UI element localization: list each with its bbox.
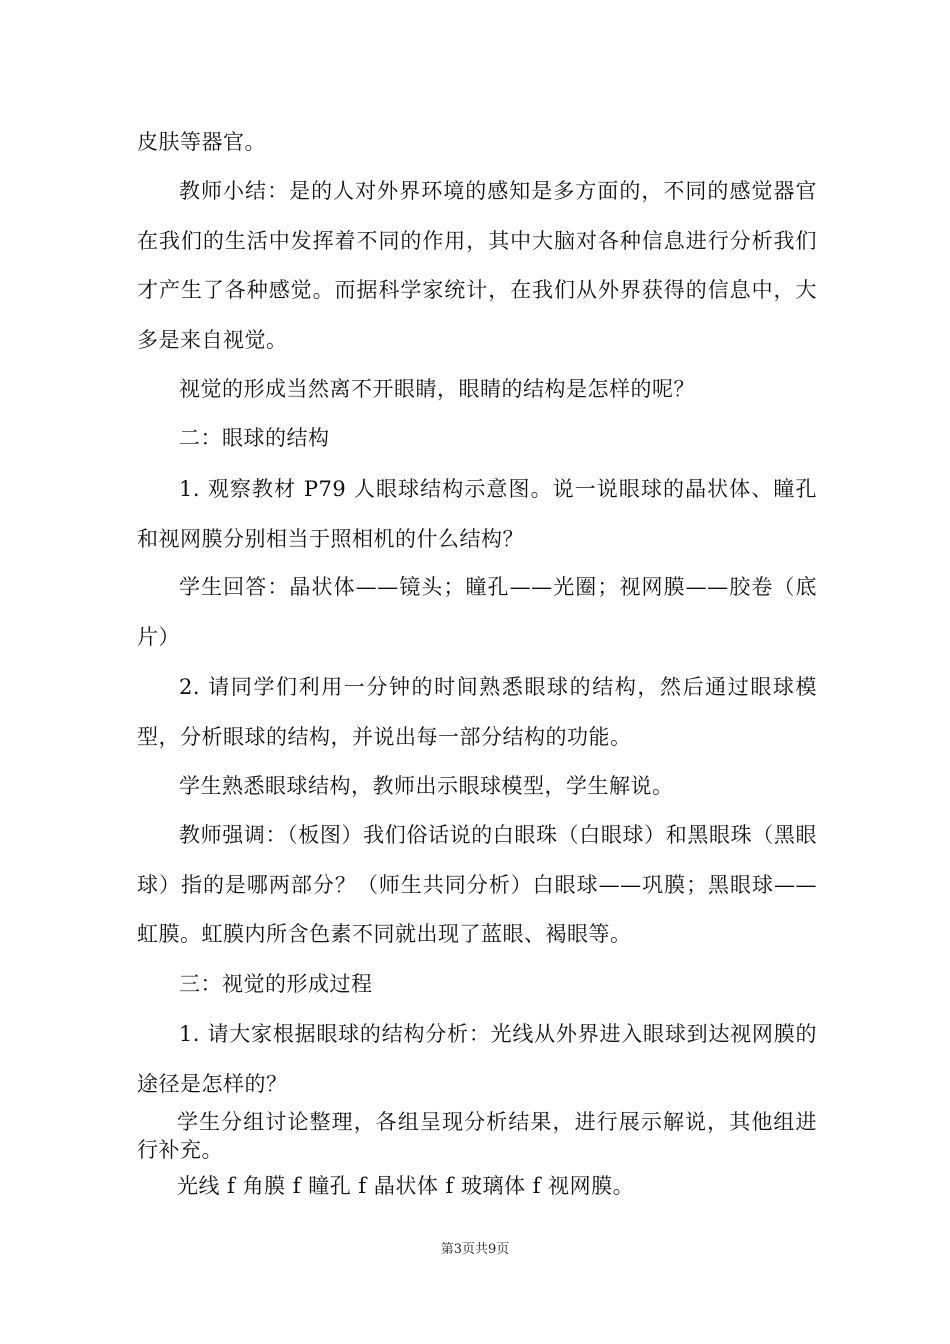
page-footer: 第3页共9页 [440, 1242, 510, 1257]
paragraph-10: 学生分组讨论整理，各组呈现分析结果，进行展示解说，其他组进行补充。 [137, 1110, 817, 1162]
paragraph-6: 2. 请同学们利用一分钟的时间熟悉眼球的结构，然后通过眼球模型，分析眼球的结构，并说出每一部分结构的功能。 [137, 675, 817, 749]
paragraph-3: 视觉的形成当然离不开眼睛，眼睛的结构是怎样的呢？ [179, 377, 695, 401]
section-heading-2: 二：眼球的结构 [179, 426, 330, 450]
paragraph-2: 教师小结：是的人对外界环境的感知是多方面的，不同的感觉器官在我们的生活中发挥着不同的作用，其中大脑对各种信息进行分析我们才产生了各种感觉。而据科学家统计，在我们从外界获得的信息中，大多是来自视觉。 [137, 179, 817, 352]
section-heading-3: 三：视觉的形成过程 [179, 972, 373, 996]
paragraph-4: 1. 观察教材 P79 人眼球结构示意图。说一说眼球的晶状体、瞳孔和视网膜分别相当于照相机的什么结构？ [137, 477, 817, 551]
paragraph-5: 学生回答：晶状体——镜头；瞳孔——光圈；视网膜——胶卷（底片） [137, 575, 817, 649]
paragraph-8: 教师强调：（板图）我们俗话说的白眼珠（白眼球）和黑眼珠（黑眼球）指的是哪两部分？（师生共同分析）白眼球——巩膜；黑眼球——虹膜。虹膜内所含色素不同就出现了蓝眼、褐眼等。 [137, 823, 817, 946]
paragraph-7: 学生熟悉眼球结构，教师出示眼球模型，学生解说。 [179, 774, 674, 798]
paragraph-9: 1. 请大家根据眼球的结构分析：光线从外界进入眼球到达视网膜的途径是怎样的？ [137, 1022, 817, 1096]
paragraph-11: 光线 f 角膜 f 瞳孔 f 晶状体 f 玻璃体 f 视网膜。 [177, 1174, 635, 1198]
paragraph-1: 皮肤等器官。 [137, 130, 266, 154]
